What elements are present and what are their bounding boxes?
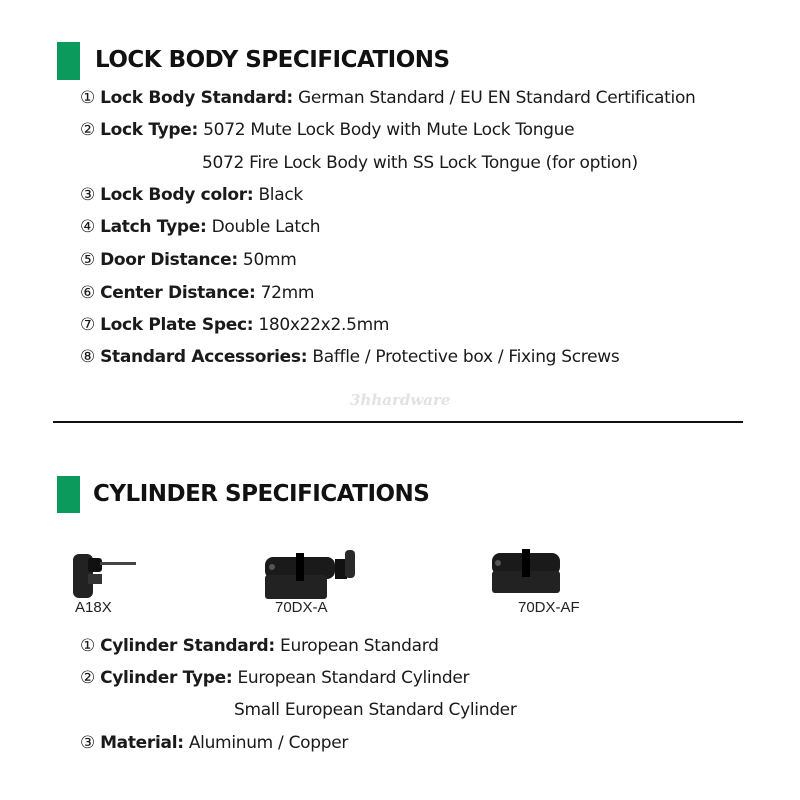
- spec-line: ⑤ Door Distance: 50mm: [80, 250, 297, 270]
- lock-body-heading: LOCK BODY SPECIFICATIONS: [95, 47, 450, 73]
- spec-line: ⑥ Center Distance: 72mm: [80, 283, 315, 303]
- spec-line-continuation: 5072 Fire Lock Body with SS Lock Tongue (for option): [202, 153, 638, 173]
- spec-line: ④ Latch Type: Double Latch: [80, 217, 321, 237]
- watermark: 3hhardware: [350, 391, 451, 409]
- spec-line: ② Lock Type: 5072 Mute Lock Body with Mute Lock Tongue: [80, 120, 575, 140]
- cylinder-heading: CYLINDER SPECIFICATIONS: [93, 481, 430, 507]
- 70dx-af-image: [488, 545, 568, 601]
- spec-line: ① Cylinder Standard: European Standard: [80, 636, 439, 656]
- product-label: 70DX-AF: [518, 599, 580, 616]
- section-divider: [53, 421, 743, 423]
- spec-line-continuation: Small European Standard Cylinder: [234, 700, 517, 720]
- spec-line: ② Cylinder Type: European Standard Cylinder: [80, 668, 470, 688]
- section-accent-bar: [57, 42, 80, 80]
- spec-line: ⑦ Lock Plate Spec: 180x22x2.5mm: [80, 315, 390, 335]
- 70dx-a-image: [260, 545, 360, 601]
- spec-line: ③ Material: Aluminum / Copper: [80, 733, 349, 753]
- a18x-image: [70, 550, 140, 602]
- section-accent-bar: [57, 476, 80, 513]
- spec-line: ⑧ Standard Accessories: Baffle / Protective box / Fixing Screws: [80, 347, 620, 367]
- product-label: A18X: [75, 599, 112, 616]
- product-label: 70DX-A: [275, 599, 328, 616]
- spec-line: ① Lock Body Standard: German Standard / EU EN Standard Certification: [80, 88, 696, 108]
- spec-line: ③ Lock Body color: Black: [80, 185, 303, 205]
